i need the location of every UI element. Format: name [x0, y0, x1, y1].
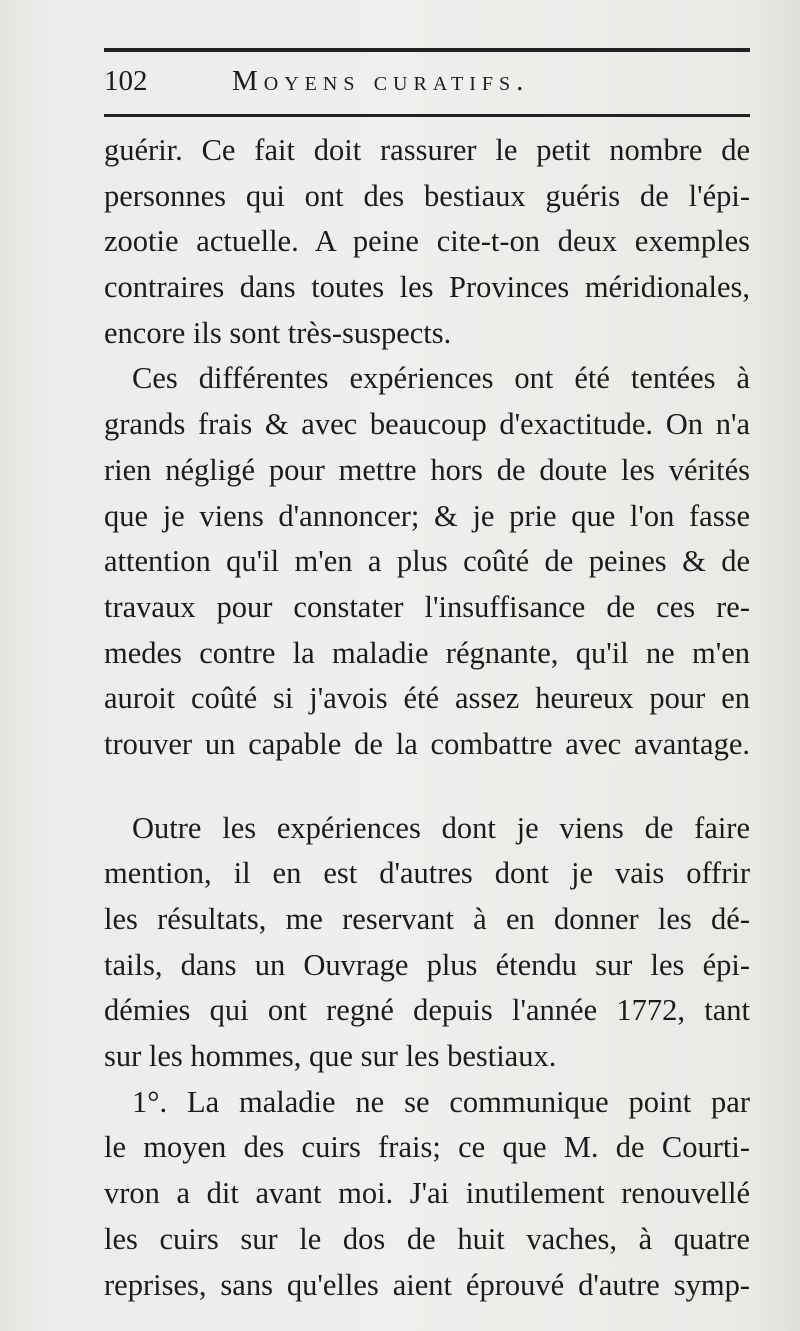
- text-line: Ces différentes expériences ont été tentées à: [132, 361, 750, 396]
- text-line: Outre les expériences dont je viens de faire: [132, 810, 750, 845]
- text-line: rien négligé pour mettre hors de doute les vérités: [104, 452, 750, 487]
- text-line: attention qu'il m'en a plus coûté de peines & de: [104, 544, 750, 579]
- paragraph-1: [104, 128, 750, 356]
- paragraph-2: [104, 356, 750, 767]
- text-line: tails, dans un Ouvrage plus étendu sur les épi-: [104, 947, 750, 982]
- header-bottom-rule: [104, 114, 750, 117]
- text-line: mention, il en est d'autres dont je vais offrir: [104, 856, 750, 891]
- page-number: 102: [104, 65, 148, 97]
- text-line: personnes qui ont des bestiaux guéris de l'épi-: [104, 178, 750, 213]
- text-line: les résultats, me reservant à en donner les dé-: [104, 902, 750, 936]
- paragraph-3: [104, 806, 750, 1080]
- text-line: reprises, sans qu'elles aient éprouvé d'autre symp-: [104, 1267, 750, 1302]
- text-line: 1°. La maladie ne se communique point par: [132, 1084, 750, 1119]
- page-body: [104, 128, 750, 1308]
- text-line: contraires dans toutes les Provinces méridionales,: [104, 270, 750, 305]
- text-line: démies qui ont regné depuis l'année 1772, tant: [104, 993, 750, 1028]
- page-header: [104, 60, 750, 102]
- section-gap: [104, 768, 750, 806]
- text-line: les cuirs sur le dos de huit vaches, à quatre: [104, 1221, 750, 1256]
- text-line: travaux pour constater l'insuffisance de ces re-: [104, 589, 750, 624]
- text-line: encore ils sont très-suspects.: [104, 315, 452, 350]
- text-line: sur les hommes, que sur les bestiaux.: [104, 1039, 557, 1074]
- text-line: le moyen des cuirs frais; ce que M. de Courti-: [104, 1130, 750, 1165]
- text-line: grands frais & avec beaucoup d'exactitude. On n'a: [104, 407, 750, 442]
- text-line: trouver un capable de la combattre avec avantage.: [104, 726, 750, 761]
- text-line: auroit coûté si j'avois été assez heureux pour en: [104, 681, 750, 716]
- header-top-rule: [104, 48, 750, 52]
- text-line: guérir. Ce fait doit rassurer le petit nombre de: [104, 133, 750, 167]
- running-title: Moyens curatifs.: [232, 65, 530, 97]
- text-line: medes contre la maladie régnante, qu'il ne m'en: [104, 635, 750, 670]
- text-line: zootie actuelle. A peine cite-t-on deux exemples: [104, 224, 750, 259]
- text-line: vron a dit avant moi. J'ai inutilement renouvellé: [104, 1176, 750, 1211]
- text-line: que je viens d'annoncer; & je prie que l'on fasse: [104, 498, 750, 533]
- paragraph-4: [104, 1080, 750, 1308]
